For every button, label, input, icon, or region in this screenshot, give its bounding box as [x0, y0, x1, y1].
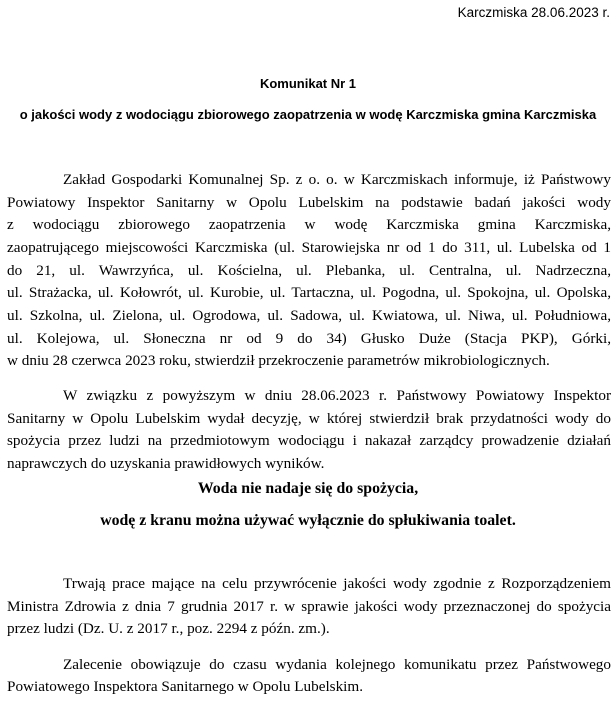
page-subtitle: o jakości wody z wodociągu zbiorowego zaopatrzenia w wodę Karczmiska gmina Karczmiska — [19, 107, 597, 122]
paragraph-line: Ministra Zdrowia z dnia 7 grudnia 2017 r. w sprawie jakości wody przeznaczonej do spożycia — [7, 598, 611, 615]
paragraph-line: Zalecenie obowiązuje do czasu wydania kolejnego komunikatu przez Państwowego — [63, 656, 611, 673]
paragraph-line: w dniu 28 czerwca 2023 roku, stwierdził przekroczenie parametrów mikrobiologicznych. — [7, 352, 550, 369]
warning-toilet-only: wodę z kranu można używać wyłącznie do spłukiwania toalet. — [100, 512, 516, 529]
paragraph-line: ul. Kolejowa, ul. Słoneczna nr od 9 do 34) Głusko Duże (Stacja PKP), Górki, — [7, 330, 611, 347]
paragraph-line: Sanitarny w Opolu Lubelskim wydał decyzję, w której stwierdził brak przydatności wody do — [7, 410, 611, 427]
paragraph-line: przez ludzi (Dz. U. z 2017 r., poz. 2294 z późn. zm.). — [7, 620, 330, 637]
paragraph-line: spożycia przez ludzi na przedmiotowym wodociągu i nakazał zarządcy prowadzenie działań — [7, 432, 611, 449]
paragraph-line: Zakład Gospodarki Komunalnej Sp. z o. o. w Karczmiskach informuje, iż Państwowy — [63, 171, 611, 188]
paragraph-line: Powiatowy Inspektor Sanitarny w Opolu Lubelskim na podstawie badań jakości wody — [7, 194, 611, 211]
paragraph-line: Powiatowego Inspektora Sanitarnego w Opolu Lubelskim. — [7, 678, 364, 695]
paragraph-line: ul. Strażacka, ul. Kołowrót, ul. Kurobie, ul. Tartaczna, ul. Pogodna, ul. Spokojna, ul. Opolska, — [7, 284, 611, 301]
paragraph-line: ul. Szkolna, ul. Zielona, ul. Ogrodowa, ul. Sadowa, ul. Kwiatowa, ul. Niwa, ul. Południowa, — [7, 307, 611, 324]
paragraph-line: do 21, ul. Wawrzyńca, ul. Kościelna, ul. Plebanka, ul. Centralna, ul. Nadrzeczna, — [7, 262, 611, 279]
paragraph-line: W związku z powyższym w dniu 28.06.2023 r. Państwowy Powiatowy Inspektor — [63, 387, 611, 404]
warning-not-drinkable: Woda nie nadaje się do spożycia, — [197, 480, 419, 497]
place-date: Karczmiska 28.06.2023 r. — [457, 5, 610, 20]
paragraph-line: z wodociągu zbiorowego zaopatrzenia w wodę Karczmiska gmina Karczmiska, — [7, 216, 611, 233]
paragraph-line: zaopatrującego miejscowości Karczmiska (ul. Starowiejska nr od 1 do 311, ul. Lubelska od 1 — [7, 239, 611, 256]
page-title: Komunikat Nr 1 — [259, 76, 357, 91]
paragraph-line: naprawczych do uzyskania prawidłowych wyników. — [7, 455, 325, 472]
paragraph-line: Trwają prace mające na celu przywrócenie jakości wody zgodnie z Rozporządzeniem — [63, 575, 611, 592]
